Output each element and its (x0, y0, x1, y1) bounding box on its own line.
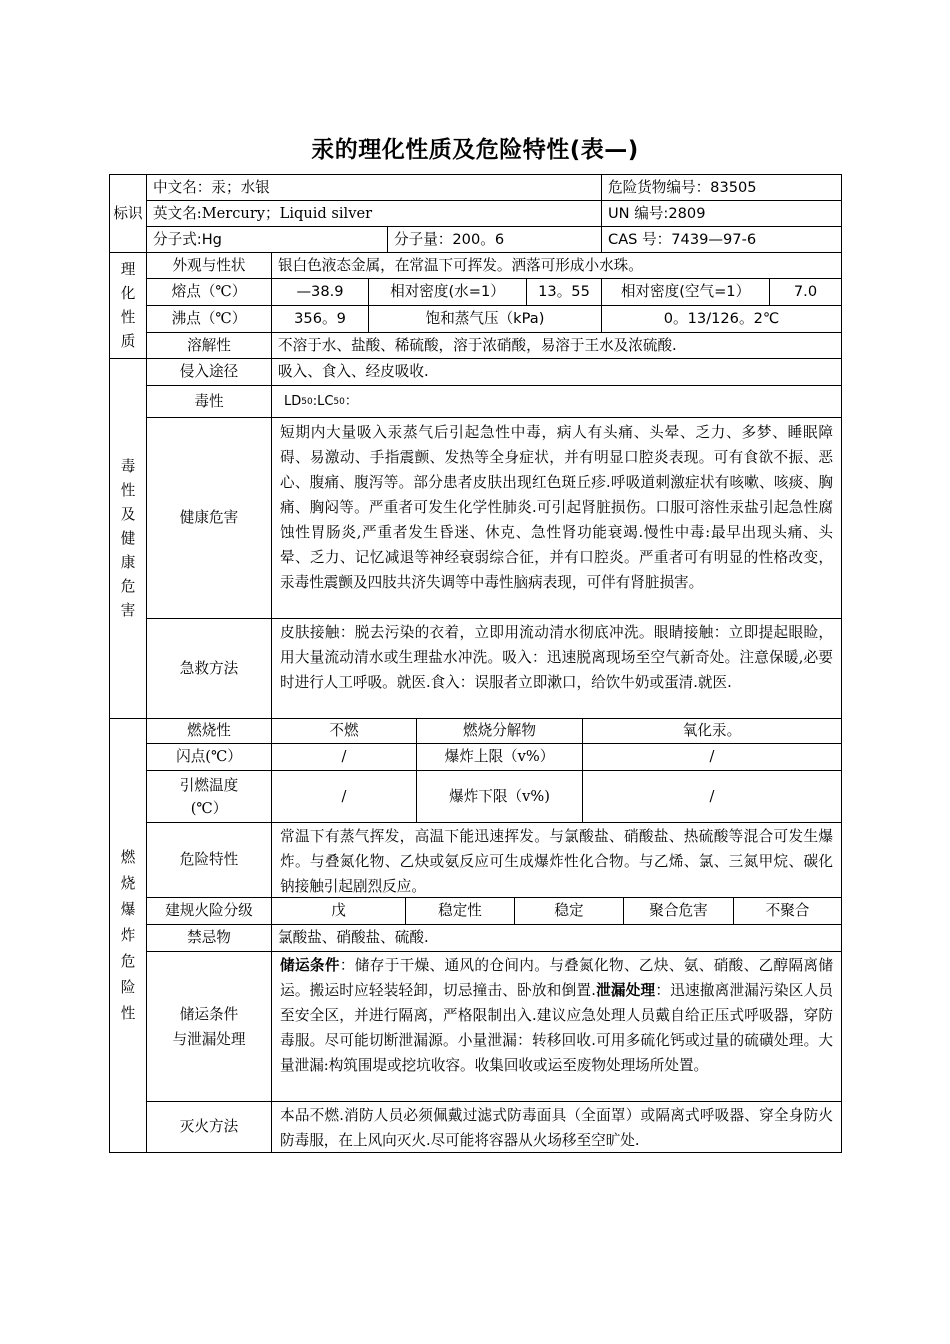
fire-class-value: 戊 (271, 897, 406, 925)
cas-no: CAS 号：7439—97-6 (601, 226, 842, 253)
rel-density-air-value: 7.0 (769, 278, 842, 306)
storage-leak-value (271, 951, 842, 1102)
leak-heading: 泄漏处理 (595, 982, 656, 999)
upper-explosive-limit-label: 爆炸上限（v%） (416, 743, 583, 771)
molecular-formula: 分子式:Hg (146, 226, 388, 253)
un-no: UN 编号:2809 (601, 200, 842, 227)
health-hazard-label: 健康危害 (146, 417, 272, 619)
first-aid-label: 急救方法 (146, 618, 272, 719)
extinguish-label: 灭火方法 (146, 1101, 272, 1153)
incompatible-label: 禁忌物 (146, 924, 272, 952)
ld-text: LD (284, 393, 302, 409)
ignition-temp-label (146, 770, 272, 823)
storage-heading: 储运条件 (280, 957, 340, 974)
boiling-point-label: 沸点（℃） (146, 305, 272, 333)
incompatible-value: 氯酸盐、硝酸盐、硫酸. (271, 924, 842, 952)
upper-explosive-limit-value: / (582, 743, 842, 771)
page-title: 汞的理化性质及危险特性(表—) (311, 137, 639, 163)
melting-point-label: 熔点（℃） (146, 278, 272, 306)
hazard-property-label: 危险特性 (146, 822, 272, 898)
first-aid-value: 皮肤接触：脱去污染的衣着，立即用流动清水彻底冲洗。眼睛接触：立即提起眼睑，用大量流动清水或生理盐水冲洗。吸入：迅速脱离现场至空气新奇处。注意保暖,必要时进行人工呼吸。就医.食入：误服者立即漱口，给饮牛奶或蛋清.就医. (271, 618, 842, 719)
rel-density-air-label: 相对密度(空气=1） (601, 278, 770, 306)
section-toxicity: 毒性及健康危害 (109, 358, 147, 719)
lc-text: :LC (312, 393, 334, 409)
storage-text: ：储存于干燥、通风的仓间内。与叠氮化物、乙炔、氨、硝酸、乙醇隔离储运。搬运时应轻装轻卸，切忌撞击、卧放和倒置. (280, 957, 833, 999)
rel-density-water-value: 13。55 (526, 278, 602, 306)
appearance-label: 外观与性状 (146, 252, 272, 279)
exposure-route-value: 吸入、食入、经皮吸收. (271, 358, 842, 386)
polymerization-value: 不聚合 (733, 897, 842, 925)
storage-leak-label-line2: 与泄漏处理 (172, 1030, 246, 1048)
section-identity: 标识 (109, 174, 147, 253)
storage-leak-label (146, 951, 272, 1102)
decomposition-label: 燃烧分解物 (416, 718, 583, 744)
rel-density-water-label: 相对密度(水=1） (368, 278, 527, 306)
hazard-goods-no: 危险货物编号：83505 (601, 174, 842, 201)
melting-point-value: —38.9 (271, 278, 369, 306)
storage-leak-label-line1: 储运条件 (179, 1005, 239, 1023)
lower-explosive-limit-value: / (582, 770, 842, 823)
flash-point-value: / (271, 743, 417, 771)
flash-point-label: 闪点(℃） (146, 743, 272, 771)
solubility-label: 溶解性 (146, 332, 272, 359)
stability-value: 稳定 (514, 897, 624, 925)
flammability-value: 不燃 (271, 718, 417, 744)
lower-explosive-limit-label: 爆炸下限（v%) (416, 770, 583, 823)
ignition-temp-label-line2: (℃） (190, 799, 228, 817)
vapor-pressure-label: 饱和蒸气压（kPa) (368, 305, 602, 333)
boiling-point-value: 356。9 (271, 305, 369, 333)
section-fire: 燃烧爆炸危险性 (109, 718, 147, 1153)
ignition-temp-label-line1: 引燃温度 (179, 776, 239, 794)
exposure-route-label: 侵入途径 (146, 358, 272, 386)
cn-name: 中文名：汞；水银 (146, 174, 602, 201)
appearance-value: 银白色液态金属，在常温下可挥发。洒落可形成小水珠。 (271, 252, 842, 279)
hazard-property-value: 常温下有蒸气挥发，高温下能迅速挥发。与氯酸盐、硝酸盐、热硫酸等混合可发生爆炸。与叠氮化物、乙炔或氨反应可生成爆炸性化合物。与乙烯、氯、三氮甲烷、碳化钠接触引起剧烈反应。 (271, 822, 842, 898)
fire-class-label: 建规火险分级 (146, 897, 272, 925)
polymerization-label: 聚合危害 (623, 897, 734, 925)
extinguish-value: 本品不燃.消防人员必须佩戴过滤式防毒面具（全面罩）或隔离式呼吸器、穿全身防火防毒服，在上风向灭火.尽可能将容器从火场移至空旷处. (271, 1101, 842, 1153)
ignition-temp-value: / (271, 770, 417, 823)
ld-subscript: 50 (301, 396, 313, 407)
solubility-value: 不溶于水、盐酸、稀硫酸，溶于浓硝酸，易溶于王水及浓硫酸. (271, 332, 842, 359)
section-physchem: 理化性质 (109, 252, 147, 359)
toxicity-label: 毒性 (146, 385, 272, 418)
flammability-label: 燃烧性 (146, 718, 272, 744)
toxicity-value (271, 385, 842, 418)
decomposition-value: 氧化汞。 (582, 718, 842, 744)
stability-label: 稳定性 (405, 897, 515, 925)
molecular-weight: 分子量：200。6 (387, 226, 602, 253)
en-name: 英文名:Mercury；Liquid silver (146, 200, 602, 227)
vapor-pressure-value: 0。13/126。2℃ (601, 305, 842, 333)
toxicity-colon: ： (344, 393, 358, 409)
health-hazard-value: 短期内大量吸入汞蒸气后引起急性中毒，病人有头痛、头晕、乏力、多梦、睡眠障碍、易激动、手指震颤、发热等全身症状，并有明显口腔炎表现。可有食欲不振、恶心、腹痛、腹泻等。部分患者皮肤出现红色斑丘疹.呼吸道刺激症状有咳嗽、咳痰、胸痛、胸闷等。严重者可发生化学性肺炎.可引起肾脏损伤。口服可溶性汞盐引起急性腐蚀性胃肠炎,严重者发生昏迷、休克、急性肾功能衰竭.慢性中毒:最早出现头痛、头晕、乏力、记忆减退等神经衰弱综合征，并有口腔炎。严重者可有明显的性格改变，汞毒性震颤及四肢共济失调等中毒性脑病表现，可伴有肾脏损害。 (271, 417, 842, 619)
leak-text: ：迅速撤离泄漏污染区人员至安全区，并进行隔离，严格限制出入.建议应急处理人员戴自给正压式呼吸器，穿防毒服。尽可能切断泄漏源。小量泄漏：转移回收.可用多硫化钙或过量的硫磺处理。大量泄漏:构筑围堤或挖坑收容。收集回收或运至废物处理场所处置。 (280, 982, 833, 1074)
lc-subscript: 50 (333, 396, 345, 407)
